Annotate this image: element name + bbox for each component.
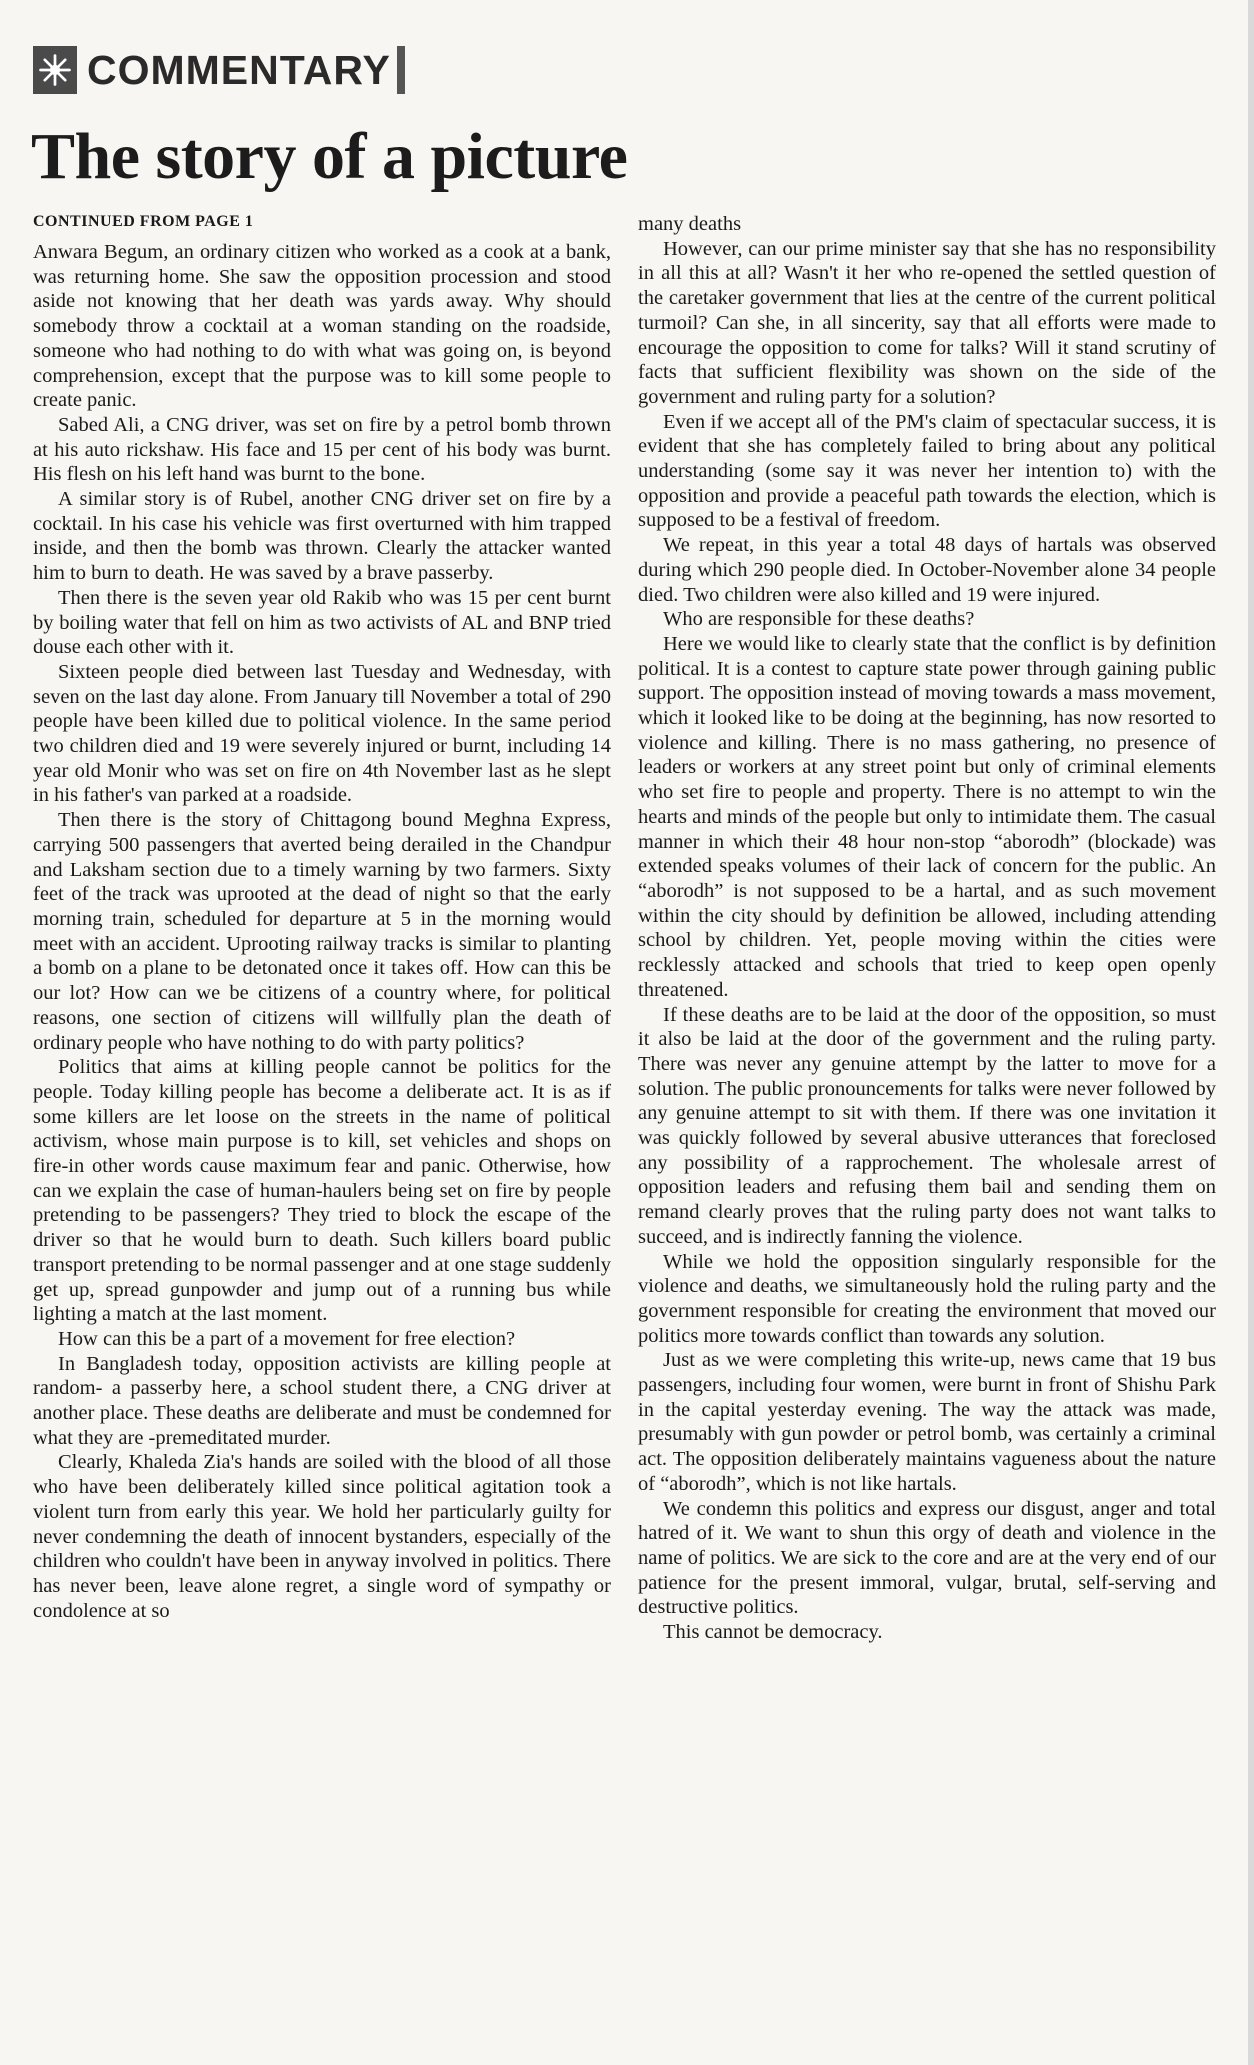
- paragraph: Who are responsible for these deaths?: [663, 608, 975, 631]
- section-masthead: [33, 44, 405, 96]
- paragraph: If these deaths are to be laid at the door of the opposition, so must it also be laid at the door of the government and the ruling party. There was never any genuine attempt by the latter to move for a solution. The public pronouncements for talks were never followed by any genuine attempt to sit with them. If there was one invitation it was quickly followed by several abusive utterances that foreclosed any possibility of a rapprochement. The wholesale arrest of opposition leaders and refusing them bail and sending them on remand clearly proves that the ruling party does not want talks to succeed, and is indirectly fanning the violence.: [638, 1003, 1216, 1248]
- paragraph: Just as we were completing this write-up, news came that 19 bus passengers, including four women, were burnt in front of Shishu Park in the capital yesterday evening. The way the attack was made, presumably with gun powder or petrol bomb, was certainly a criminal act. The opposition deliberately maintains vagueness about the nature of “aborodh”, which is not like hartals.: [638, 1349, 1216, 1495]
- page-edge: [1248, 0, 1254, 2065]
- paragraph: While we hold the opposition singularly responsible for the violence and deaths, we simultaneously hold the ruling party and the government responsible for creating the environment that moved our politics more towards conflict than towards any solution.: [638, 1250, 1216, 1347]
- paragraph: However, can our prime minister say that she has no responsibility in all this at all? Wasn't it her who re-opened the settled question of the caretaker government that lies at the centre of the current political turmoil? Can she, in all sincerity, say that all efforts were made to encourage the opposition to come for talks? Will it stand scrutiny of facts that sufficient flexibility was shown on the side of the government and ruling party for a solution?: [638, 237, 1216, 408]
- right-column: [638, 212, 1216, 1645]
- left-column: [33, 210, 611, 1623]
- paragraph: many deaths: [638, 213, 742, 235]
- paragraph: Politics that aims at killing people cannot be politics for the people. Today killing people has become a deliberate act. It is as if some killers are let loose on the streets in the name of political activism, whose main purpose is to kill, set vehicles and shops on fire-in other words cause maximum fear and panic. Otherwise, how can we explain the case of human-haulers being set on fire by people pretending to be passengers? They tried to block the escape of the driver so that he would burn to death. Such killers board public transport pretending to be normal passenger and at one stage suddenly get up, spread gunpowder and jump out of a running bus while lighting a match at the last moment.: [33, 1056, 611, 1326]
- paragraph: Even if we accept all of the PM's claim of spectacular success, it is evident that she has completely failed to bring about any political understanding (some say it was never her intention to) with the opposition and provide a peaceful path towards the election, which is supposed to be a festival of freedom.: [638, 410, 1216, 532]
- paragraph: Here we would like to clearly state that the conflict is by definition political. It is a contest to capture state power through gaining public support. The opposition instead of moving towards a mass movement, which it looked like to be doing at the beginning, has now resorted to violence and killing. There is no mass gathering, no presence of leaders or workers at any street point but only of criminal elements who set fire to people and property. There is no attempt to win the hearts and minds of the people but only to intimidate them. The casual manner in which their 48 hour non-stop “aborodh” (blockade) was extended speaks volumes of their lack of concern for the public. An “aborodh” is not supposed to be a hartal, and as such movement within the city should by definition be allowed, including attending school by children. Yet, people moving within the cities were recklessly attacked and schools that tried to keep open openly threatened.: [638, 632, 1216, 1001]
- paragraph: Then there is the seven year old Rakib who was 15 per cent burnt by boiling water that fell on him as two activists of AL and BNP tried douse each other with it.: [33, 586, 611, 659]
- paragraph: Sabed Ali, a CNG driver, was set on fire by a petrol bomb thrown at his auto rickshaw. His face and 15 per cent of his body was burnt. His flesh on his left hand was burnt to the bone.: [33, 413, 611, 486]
- paragraph: In Bangladesh today, opposition activists are killing people at random- a passerby here, a school student there, a CNG driver at another place. These deaths are deliberate and must be condemned for what they are -premeditated murder.: [33, 1352, 611, 1449]
- label-bar: [397, 46, 405, 94]
- paragraph: We repeat, in this year a total 48 days of hartals was observed during which 290 people died. In October-November alone 34 people died. Two children were also killed and 19 were injured.: [638, 534, 1216, 606]
- paragraph: Sixteen people died between last Tuesday and Wednesday, with seven on the last day alone. From January till November a total of 290 people have been killed due to political violence. In the same period two children died and 19 were severely injured or burnt, including 14 year old Monir who was set on fire on 4th November last as he slept in his father's van parked at a roadside.: [33, 660, 611, 807]
- paragraph: Then there is the story of Chittagong bound Meghna Express, carrying 500 passengers that averted being derailed in the Chandpur and Laksham section due to a timely warning by two farmers. Sixty feet of the track was uprooted at the dead of night so that the early morning train, scheduled for departure at 5 in the morning would meet with an accident. Uprooting railway tracks is similar to planting a bomb on a plane to be detonated once it takes off. How can this be our lot? How can we be citizens of a country where, for political reasons, one section of citizens will willfully plan the death of ordinary people who have nothing to do with party politics?: [33, 809, 611, 1054]
- section-label: COMMENTARY: [87, 47, 391, 93]
- paragraph: How can this be a part of a movement for free election?: [58, 1327, 516, 1350]
- paragraph: A similar story is of Rubel, another CNG driver set on fire by a cocktail. In his case his vehicle was first overturned with him trapped inside, and then the bomb was thrown. Clearly the attacker wanted him to burn to death. He was saved by a brave passerby.: [33, 488, 611, 585]
- continued-from: CONTINUED FROM PAGE 1: [33, 213, 254, 230]
- paragraph: Clearly, Khaleda Zia's hands are soiled with the blood of all those who have been deliberately killed since political agitation took a violent turn from early this year. We hold her particularly guilty for never condemning the death of innocent bystanders, especially of the children who couldn't have been in anyway involved in politics. There has never been, leave alone regret, a single word of sympathy or condolence at so: [33, 1451, 611, 1622]
- paragraph: We condemn this politics and express our disgust, anger and total hatred of it. We want to shun this orgy of death and violence in the name of politics. We are sick to the core and are at the very end of our patience for the present immoral, vulgar, brutal, self-serving and destructive politics.: [638, 1497, 1216, 1619]
- paragraph: Anwara Begum, an ordinary citizen who worked as a cook at a bank, was returning home. She saw the opposition procession and stood aside not knowing that her death was yards away. Why should somebody throw a cocktail at a woman standing on the roadside, someone who had nothing to do with what was going on, is beyond comprehension, except that the purpose was to kill some people to create panic.: [33, 241, 611, 412]
- headline: The story of a picture: [31, 120, 628, 193]
- paragraph: This cannot be democracy.: [663, 1621, 883, 1644]
- star-icon: [33, 46, 77, 94]
